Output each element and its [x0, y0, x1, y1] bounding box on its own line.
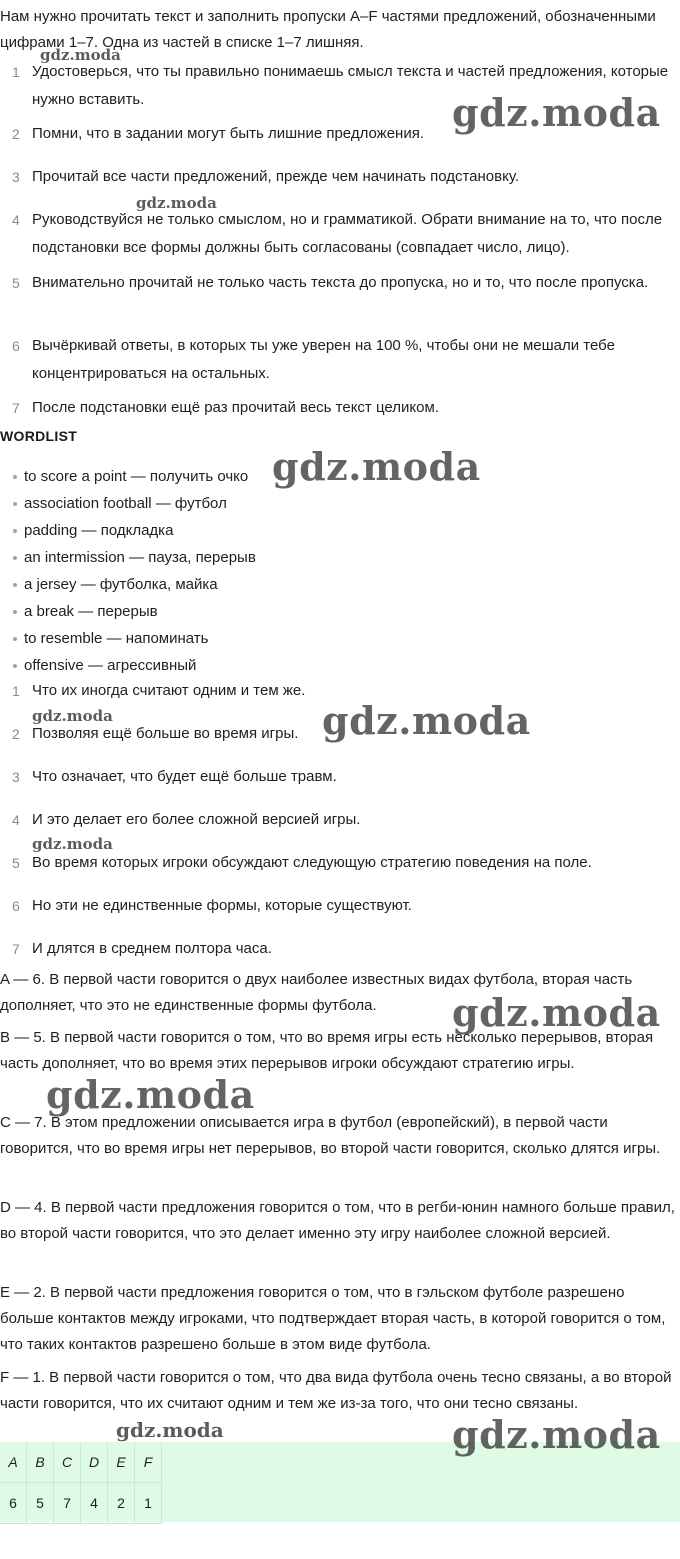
- watermark: gdz.moda: [452, 1412, 661, 1457]
- bullet: [13, 556, 17, 560]
- watermark: gdz.moda: [272, 444, 481, 489]
- list-item: [0, 490, 256, 517]
- watermark: gdz.moda: [116, 1418, 224, 1442]
- item-number: 7: [12, 941, 20, 957]
- list-item: [0, 763, 676, 791]
- list-item: [0, 806, 676, 834]
- wordlist-entry: association football — футбол: [24, 495, 227, 512]
- item-number: 4: [12, 212, 20, 228]
- watermark: gdz.moda: [136, 194, 217, 212]
- answer-e: E — 2. В первой части предложения говорится о том, что в гэльском футболе разрешено больше контактов между игроками, что подтверждает вторая часть, в которой говорится о том, что таких контактов разрешено больше в этом виде футбола.: [0, 1284, 666, 1353]
- list-item: [0, 571, 256, 598]
- list-item: [0, 892, 676, 920]
- table-cell: 6: [0, 1483, 27, 1524]
- watermark: gdz.moda: [452, 990, 661, 1035]
- item-number: 1: [12, 64, 20, 80]
- list-item: [0, 849, 676, 877]
- item-number: 3: [12, 769, 20, 785]
- wordlist-title: WORDLIST: [0, 428, 78, 444]
- list-item: [0, 394, 676, 422]
- answer-d: D — 4. В первой части предложения говорится о том, что в регби-юнин намного больше правил, во второй части говорится, что это делает именно эту игру наиболее сложной версией.: [0, 1199, 675, 1242]
- item-number: 7: [12, 400, 20, 416]
- item-text: Удостоверься, что ты правильно понимаешь смысл текста и частей предложения, которые нужно вставить.: [32, 63, 669, 108]
- table-header-cell: F: [135, 1442, 162, 1483]
- intro-text: Нам нужно прочитать текст и заполнить пропуски A–F частями предложений, обозначенными цифрами 1–7. Одна из частей в списке 1–7 лишняя.: [0, 8, 656, 51]
- list-item: [0, 163, 676, 191]
- item-text: Помни, что в задании могут быть лишние предложения.: [32, 125, 424, 142]
- item-text: После подстановки ещё раз прочитай весь текст целиком.: [32, 399, 439, 416]
- table-header-cell: A: [0, 1442, 27, 1483]
- bullet: [13, 610, 17, 614]
- table-row: [0, 1483, 162, 1524]
- bullet: [13, 664, 17, 668]
- list-item: [0, 269, 676, 297]
- wordlist-entry: to resemble — напоминать: [24, 630, 209, 647]
- answer-a: A — 6. В первой части говорится о двух наиболее известных видах футбола, вторая часть дополняет, что это не единственные формы футбола.: [0, 971, 633, 1014]
- item-number: 1: [12, 683, 20, 699]
- table-header-row: [0, 1442, 162, 1483]
- item-text: Во время которых игроки обсуждают следующую стратегию поведения на поле.: [32, 854, 592, 871]
- watermark: gdz.moda: [452, 90, 661, 135]
- item-text: Но эти не единственные формы, которые существуют.: [32, 897, 412, 914]
- list-item: [0, 625, 256, 652]
- list-item: [0, 206, 676, 262]
- list-item: [0, 463, 256, 490]
- item-number: 3: [12, 169, 20, 185]
- watermark: gdz.moda: [32, 707, 113, 725]
- watermark: gdz.moda: [322, 698, 531, 743]
- list-item: [0, 652, 256, 679]
- bullet: [13, 475, 17, 479]
- list-item: [0, 332, 676, 388]
- list-item: [0, 598, 256, 625]
- item-text: Что их иногда считают одним и тем же.: [32, 682, 306, 699]
- answer-f: F — 1. В первой части говорится о том, что два вида футбола очень тесно связаны, а во второй части говорится, что их считают одним и тем же из-за того, что они тесно связаны.: [0, 1369, 672, 1412]
- bullet: [13, 637, 17, 641]
- wordlist-entry: to score a point — получить очко: [24, 468, 249, 485]
- bullet: [13, 583, 17, 587]
- table-cell: 1: [135, 1483, 162, 1524]
- table-header-cell: C: [54, 1442, 81, 1483]
- watermark: gdz.moda: [40, 46, 121, 64]
- watermark: gdz.moda: [46, 1072, 255, 1117]
- item-text: Внимательно прочитай не только часть текста до пропуска, но и то, что после пропуска.: [32, 274, 649, 291]
- list-item: [0, 517, 256, 544]
- item-text: Руководствуйся не только смыслом, но и грамматикой. Обрати внимание на то, что после подстановки все формы должны быть согласованы (совпадает число, лицо).: [32, 211, 663, 256]
- table-cell: 4: [81, 1483, 108, 1524]
- wordlist-entry: padding — подкладка: [24, 522, 174, 539]
- answer-b: B — 5. В первой части говорится о том, что во время игры есть несколько перерывов, вторая часть дополняет, что во время этих перерывов игроки обсуждают стратегию игры.: [0, 1029, 654, 1072]
- item-number: 5: [12, 275, 20, 291]
- watermark: gdz.moda: [32, 835, 113, 853]
- table-cell: 5: [27, 1483, 54, 1524]
- item-number: 2: [12, 726, 20, 742]
- table-cell: 7: [54, 1483, 81, 1524]
- item-number: 6: [12, 338, 20, 354]
- bullet: [13, 529, 17, 533]
- table-header-cell: B: [27, 1442, 54, 1483]
- item-text: И это делает его более сложной версией игры.: [32, 811, 361, 828]
- table-cell: 2: [108, 1483, 135, 1524]
- item-text: Прочитай все части предложений, прежде чем начинать подстановку.: [32, 168, 520, 185]
- item-number: 2: [12, 126, 20, 142]
- item-number: 6: [12, 898, 20, 914]
- item-text: Что означает, что будет ещё больше травм.: [32, 768, 337, 785]
- item-text: И длятся в среднем полтора часа.: [32, 940, 272, 957]
- bullet: [13, 502, 17, 506]
- answers-table: [0, 1442, 162, 1524]
- wordlist-entry: offensive — агрессивный: [24, 657, 197, 674]
- item-number: 5: [12, 855, 20, 871]
- answer-c: C — 7. В этом предложении описывается игра в футбол (европейский), в первой части говорится, что во время игры нет перерывов, во второй части говорится, сколько длятся игры.: [0, 1114, 661, 1157]
- list-item: [0, 544, 256, 571]
- item-text: Вычёркивай ответы, в которых ты уже уверен на 100 %, чтобы они не мешали тебе концентрироваться на остальных.: [32, 337, 615, 382]
- wordlist-entry: a break — перерыв: [24, 603, 158, 620]
- table-header-cell: D: [81, 1442, 108, 1483]
- table-header-cell: E: [108, 1442, 135, 1483]
- item-text: Позволяя ещё больше во время игры.: [32, 725, 299, 742]
- wordlist-entry: an intermission — пауза, перерыв: [24, 549, 256, 566]
- wordlist: [0, 463, 256, 679]
- wordlist-entry: a jersey — футболка, майка: [24, 576, 218, 593]
- list-item: [0, 935, 676, 963]
- item-number: 4: [12, 812, 20, 828]
